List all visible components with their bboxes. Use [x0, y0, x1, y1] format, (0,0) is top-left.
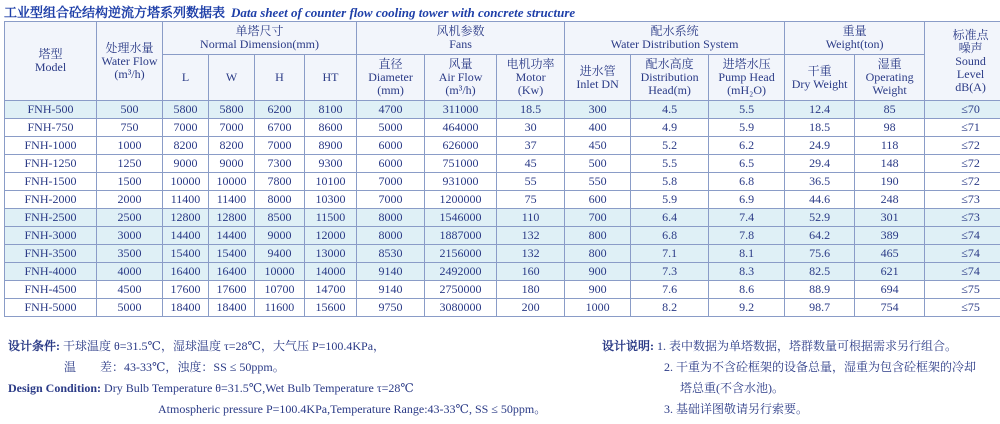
cell-motor: 18.5: [497, 101, 565, 119]
header-air-flow: 风量 Air Flow (m³/h): [425, 55, 497, 101]
cell-flow: 750: [97, 119, 163, 137]
cell-Ht: 12000: [305, 227, 357, 245]
header-HT: HT: [305, 55, 357, 101]
cell-inlet: 550: [565, 173, 631, 191]
cell-pump: 8.6: [709, 281, 785, 299]
cell-pump: 5.5: [709, 101, 785, 119]
cell-Ht: 9300: [305, 155, 357, 173]
cell-flow: 3000: [97, 227, 163, 245]
header-pump-head: 进塔水压 Pump Head (mH₂O): [709, 55, 785, 101]
cell-oper: 190: [855, 173, 925, 191]
cell-H: 10700: [255, 281, 305, 299]
cell-model: FNH-500: [5, 101, 97, 119]
cell-W: 10000: [209, 173, 255, 191]
cell-model: FNH-1250: [5, 155, 97, 173]
cell-dry: 52.9: [785, 209, 855, 227]
cell-model: FNH-4500: [5, 281, 97, 299]
cell-dhead: 7.3: [631, 263, 709, 281]
cell-pump: 6.5: [709, 155, 785, 173]
cell-noise: ≤74: [925, 263, 1000, 281]
cell-dhead: 7.1: [631, 245, 709, 263]
table-row: [5, 137, 1000, 155]
cell-noise: ≤72: [925, 155, 1000, 173]
table-row: [5, 173, 1000, 191]
cell-flow: 1500: [97, 173, 163, 191]
cell-noise: ≤75: [925, 299, 1000, 317]
cell-pump: 6.8: [709, 173, 785, 191]
cell-Ht: 14000: [305, 263, 357, 281]
cell-H: 6700: [255, 119, 305, 137]
page-title: [4, 2, 575, 20]
cell-inlet: 800: [565, 245, 631, 263]
header-H: H: [255, 55, 305, 101]
header-W: W: [209, 55, 255, 101]
cell-diam: 5000: [357, 119, 425, 137]
cell-L: 8200: [163, 137, 209, 155]
title-en: Data sheet of counter flow cooling tower with concrete structure: [231, 5, 576, 20]
cell-dry: 82.5: [785, 263, 855, 281]
cell-W: 16400: [209, 263, 255, 281]
header-distribution-head: 配水高度 Distribution Head(m): [631, 55, 709, 101]
table-row: [5, 191, 1000, 209]
cell-dry: 64.2: [785, 227, 855, 245]
cell-oper: 694: [855, 281, 925, 299]
cell-air: 1200000: [425, 191, 497, 209]
cell-noise: ≤71: [925, 119, 1000, 137]
cell-dry: 24.9: [785, 137, 855, 155]
design-note-3: 3. 基础详图敬请另行索要。: [664, 402, 809, 416]
cell-diam: 6000: [357, 137, 425, 155]
cell-H: 7300: [255, 155, 305, 173]
cell-model: FNH-3500: [5, 245, 97, 263]
cell-pump: 7.4: [709, 209, 785, 227]
table-row: [5, 209, 1000, 227]
cell-W: 18400: [209, 299, 255, 317]
cell-dry: 29.4: [785, 155, 855, 173]
cell-L: 17600: [163, 281, 209, 299]
cell-diam: 9750: [357, 299, 425, 317]
cell-Ht: 8100: [305, 101, 357, 119]
design-note-1: 设计说明: 1. 表中数据为单塔数据，塔群数量可根据需求另行组合。: [602, 339, 958, 353]
cell-L: 14400: [163, 227, 209, 245]
cell-oper: 621: [855, 263, 925, 281]
cell-motor: 180: [497, 281, 565, 299]
cell-motor: 110: [497, 209, 565, 227]
cell-Ht: 13000: [305, 245, 357, 263]
cell-air: 1546000: [425, 209, 497, 227]
cell-flow: 1000: [97, 137, 163, 155]
cell-motor: 160: [497, 263, 565, 281]
cell-oper: 85: [855, 101, 925, 119]
cell-dhead: 6.4: [631, 209, 709, 227]
design-conditions-en-line2: Atmospheric pressure P=100.4KPa,Temperature Range:43-33℃, SS ≤ 50ppm。: [158, 402, 547, 416]
cell-flow: 1250: [97, 155, 163, 173]
cell-dhead: 8.2: [631, 299, 709, 317]
design-conditions-cn-line2: 温 差：43-33℃，浊度：SS ≤ 50ppm。: [64, 360, 285, 374]
cell-H: 11600: [255, 299, 305, 317]
header-water-flow: 处理水量 Water Flow (m³/h): [97, 22, 163, 101]
header-sound-level: 标准点 噪声 Sound Level dB(A): [925, 22, 1000, 101]
cell-diam: 6000: [357, 155, 425, 173]
cell-pump: 8.1: [709, 245, 785, 263]
cell-pump: 7.8: [709, 227, 785, 245]
cell-noise: ≤74: [925, 245, 1000, 263]
cell-air: 931000: [425, 173, 497, 191]
cell-model: FNH-750: [5, 119, 97, 137]
cell-W: 14400: [209, 227, 255, 245]
table-row: [5, 155, 1000, 173]
table-row: [5, 119, 1000, 137]
table-body: [5, 101, 1000, 317]
table-row: [5, 281, 1000, 299]
header-L: L: [163, 55, 209, 101]
cell-L: 18400: [163, 299, 209, 317]
cell-diam: 4700: [357, 101, 425, 119]
cell-L: 12800: [163, 209, 209, 227]
cell-noise: ≤70: [925, 101, 1000, 119]
cell-inlet: 450: [565, 137, 631, 155]
cell-dry: 98.7: [785, 299, 855, 317]
cell-oper: 465: [855, 245, 925, 263]
design-note-2b: 塔总重(不含水池)。: [680, 381, 784, 395]
cell-Ht: 10100: [305, 173, 357, 191]
cell-motor: 45: [497, 155, 565, 173]
cell-L: 10000: [163, 173, 209, 191]
cell-noise: ≤74: [925, 227, 1000, 245]
cell-W: 5800: [209, 101, 255, 119]
cell-H: 7800: [255, 173, 305, 191]
cell-H: 6200: [255, 101, 305, 119]
cell-inlet: 600: [565, 191, 631, 209]
design-conditions-en-line1: Design Condition: Dry Bulb Temperature θ=31.5℃,Wet Bulb Temperature τ=28℃: [8, 381, 414, 395]
cell-L: 15400: [163, 245, 209, 263]
cell-diam: 8000: [357, 227, 425, 245]
cell-flow: 5000: [97, 299, 163, 317]
cell-motor: 132: [497, 227, 565, 245]
cell-model: FNH-1500: [5, 173, 97, 191]
cell-dhead: 4.9: [631, 119, 709, 137]
header-dimension: 单塔尺寸 Normal Dimension(mm): [163, 22, 357, 55]
cell-dhead: 5.8: [631, 173, 709, 191]
cell-L: 9000: [163, 155, 209, 173]
cell-air: 311000: [425, 101, 497, 119]
cell-H: 7000: [255, 137, 305, 155]
header-inlet: 进水管 Inlet DN: [565, 55, 631, 101]
cell-dry: 88.9: [785, 281, 855, 299]
cell-H: 9000: [255, 227, 305, 245]
cell-H: 8500: [255, 209, 305, 227]
table-row: [5, 263, 1000, 281]
cell-air: 2750000: [425, 281, 497, 299]
cell-air: 2492000: [425, 263, 497, 281]
cell-Ht: 15600: [305, 299, 357, 317]
cell-pump: 6.2: [709, 137, 785, 155]
cell-dry: 12.4: [785, 101, 855, 119]
cell-diam: 8000: [357, 209, 425, 227]
cell-model: FNH-2000: [5, 191, 97, 209]
cell-noise: ≤72: [925, 173, 1000, 191]
header-dry-weight: 干重 Dry Weight: [785, 55, 855, 101]
cell-motor: 200: [497, 299, 565, 317]
cell-L: 7000: [163, 119, 209, 137]
cell-oper: 98: [855, 119, 925, 137]
cell-diam: 8530: [357, 245, 425, 263]
cell-air: 1887000: [425, 227, 497, 245]
cell-air: 3080000: [425, 299, 497, 317]
table-row: [5, 101, 1000, 119]
cell-W: 8200: [209, 137, 255, 155]
cell-Ht: 8600: [305, 119, 357, 137]
cell-noise: ≤72: [925, 137, 1000, 155]
cell-motor: 55: [497, 173, 565, 191]
header-water-distribution: 配水系统 Water Distribution System: [565, 22, 785, 55]
cell-dry: 36.5: [785, 173, 855, 191]
cell-noise: ≤73: [925, 191, 1000, 209]
table-row: [5, 245, 1000, 263]
cell-noise: ≤75: [925, 281, 1000, 299]
cell-W: 9000: [209, 155, 255, 173]
cell-H: 10000: [255, 263, 305, 281]
cell-air: 464000: [425, 119, 497, 137]
cell-noise: ≤73: [925, 209, 1000, 227]
cell-Ht: 8900: [305, 137, 357, 155]
cell-dhead: 5.5: [631, 155, 709, 173]
cell-L: 11400: [163, 191, 209, 209]
cell-model: FNH-5000: [5, 299, 97, 317]
cell-flow: 2500: [97, 209, 163, 227]
cell-diam: 7000: [357, 191, 425, 209]
cell-pump: 6.9: [709, 191, 785, 209]
cell-pump: 9.2: [709, 299, 785, 317]
design-conditions-cn-line1: 设计条件: 干球温度 θ=31.5℃，湿球温度 τ=28℃，大气压 P=100.4KPa，: [8, 339, 386, 353]
cell-inlet: 800: [565, 227, 631, 245]
cell-motor: 132: [497, 245, 565, 263]
cell-flow: 3500: [97, 245, 163, 263]
cell-model: FNH-3000: [5, 227, 97, 245]
design-note-2a: 2. 干重为不含砼框架的设备总量，湿重为包含砼框架的冷却: [664, 360, 977, 374]
header-diameter: 直径 Diameter (mm): [357, 55, 425, 101]
cell-dry: 44.6: [785, 191, 855, 209]
cell-oper: 389: [855, 227, 925, 245]
cell-W: 17600: [209, 281, 255, 299]
cell-pump: 8.3: [709, 263, 785, 281]
cell-motor: 75: [497, 191, 565, 209]
cell-inlet: 300: [565, 101, 631, 119]
cell-flow: 2000: [97, 191, 163, 209]
cell-air: 626000: [425, 137, 497, 155]
table-row: [5, 299, 1000, 317]
cell-oper: 248: [855, 191, 925, 209]
cell-flow: 4500: [97, 281, 163, 299]
cell-oper: 301: [855, 209, 925, 227]
cell-W: 12800: [209, 209, 255, 227]
cell-model: FNH-1000: [5, 137, 97, 155]
cell-W: 7000: [209, 119, 255, 137]
cell-H: 9400: [255, 245, 305, 263]
cell-model: FNH-2500: [5, 209, 97, 227]
cell-motor: 30: [497, 119, 565, 137]
cell-oper: 118: [855, 137, 925, 155]
cell-dhead: 6.8: [631, 227, 709, 245]
cell-diam: 9140: [357, 263, 425, 281]
cell-inlet: 1000: [565, 299, 631, 317]
cell-L: 16400: [163, 263, 209, 281]
cell-dhead: 7.6: [631, 281, 709, 299]
cell-motor: 37: [497, 137, 565, 155]
cell-air: 2156000: [425, 245, 497, 263]
cell-W: 11400: [209, 191, 255, 209]
cell-pump: 5.9: [709, 119, 785, 137]
cell-oper: 148: [855, 155, 925, 173]
design-notes: [602, 336, 997, 420]
cell-inlet: 700: [565, 209, 631, 227]
header-weight: 重量 Weight(ton): [785, 22, 925, 55]
cell-Ht: 14700: [305, 281, 357, 299]
cell-dhead: 4.5: [631, 101, 709, 119]
cell-dhead: 5.9: [631, 191, 709, 209]
cell-inlet: 900: [565, 281, 631, 299]
cell-air: 751000: [425, 155, 497, 173]
cell-inlet: 500: [565, 155, 631, 173]
cell-oper: 754: [855, 299, 925, 317]
title-cn: 工业型组合砼结构逆流方塔系列数据表: [4, 5, 226, 20]
table-row: [5, 227, 1000, 245]
cell-Ht: 10300: [305, 191, 357, 209]
header-motor: 电机功率 Motor (Kw): [497, 55, 565, 101]
header-model: 塔型 Model: [5, 22, 97, 101]
cell-dhead: 5.2: [631, 137, 709, 155]
cell-dry: 75.6: [785, 245, 855, 263]
header-operating-weight: 湿重 Operating Weight: [855, 55, 925, 101]
design-conditions: [8, 336, 608, 420]
cell-diam: 9140: [357, 281, 425, 299]
cell-flow: 4000: [97, 263, 163, 281]
cell-diam: 7000: [357, 173, 425, 191]
cell-inlet: 400: [565, 119, 631, 137]
cell-dry: 18.5: [785, 119, 855, 137]
header-fans: 风机参数 Fans: [357, 22, 565, 55]
cell-H: 8000: [255, 191, 305, 209]
cell-L: 5800: [163, 101, 209, 119]
cell-flow: 500: [97, 101, 163, 119]
cell-Ht: 11500: [305, 209, 357, 227]
data-table: [4, 21, 1000, 317]
cell-W: 15400: [209, 245, 255, 263]
cell-inlet: 900: [565, 263, 631, 281]
cell-model: FNH-4000: [5, 263, 97, 281]
